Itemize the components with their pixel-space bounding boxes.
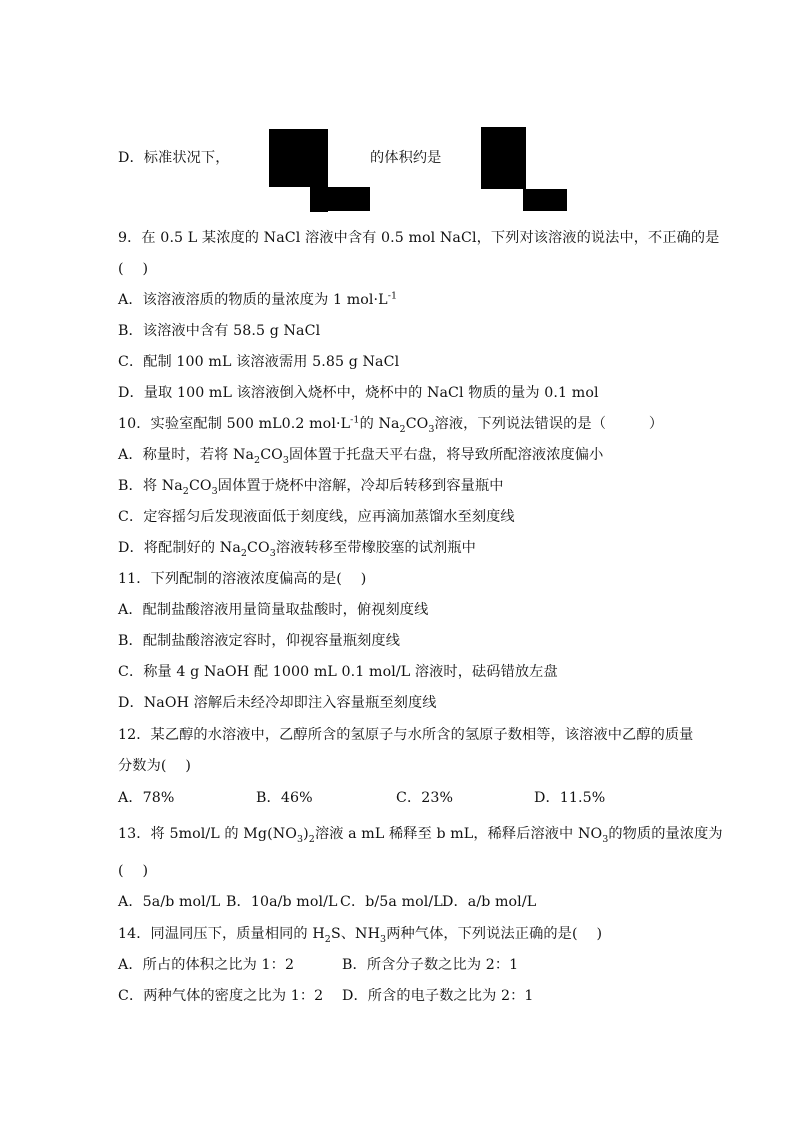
- q13-stem-b: ): [303, 826, 309, 842]
- q10-option-a: [118, 445, 603, 465]
- q10-b-a: B．将 Na: [118, 478, 183, 494]
- q13-stem-a: 13．将 5mol/L 的 Mg(NO: [118, 826, 297, 842]
- q10-stem-a: 10．实验室配制 500 mL0.2 mol·L: [118, 416, 351, 432]
- q10-stem-d: 溶液，下列说法错误的是（ ）: [434, 416, 664, 432]
- q10-option-d: [118, 538, 476, 558]
- q10-stem: [118, 414, 663, 434]
- q14-option-c: C．两种气体的密度之比为 1：2: [118, 988, 324, 1004]
- redacted-image-1c: [328, 187, 370, 211]
- q10-d-c: 溶液转移至带橡胶塞的试剂瓶中: [275, 540, 476, 556]
- q10-a-b: CO: [260, 447, 283, 463]
- q14-stem-sub: 2: [324, 933, 331, 945]
- q10-d-a: D．将配制好的 Na: [118, 540, 241, 556]
- q10-b-b: CO: [188, 478, 212, 494]
- q10-d-sub3: 3: [269, 547, 276, 559]
- q8-option-d: [118, 148, 230, 168]
- q13-stem-c: 溶液 a mL 稀释至 b mL，稀释后溶液中 NO: [314, 826, 603, 842]
- q11-option-b: B．配制盐酸溶液定容时，仰视容量瓶刻度线: [118, 633, 400, 649]
- redacted-image-2b: [523, 189, 567, 211]
- q9-a-sup: -1: [387, 290, 398, 302]
- q10-a-sub3: 3: [282, 454, 290, 466]
- q13-stem: [118, 824, 723, 844]
- q13-stem-sub3: 3: [602, 833, 609, 845]
- q12-option-b: B．46%: [256, 790, 313, 806]
- q8-d-prefix: D．标准状况下，: [118, 150, 230, 166]
- q11-option-c: C．称量 4 g NaOH 配 1000 mL 0.1 mol/L 溶液时，砝码错放左盘: [118, 664, 558, 680]
- q8-d-middle: 的体积约是: [370, 150, 442, 166]
- q13-option-d: D．a/b mol/L: [442, 894, 537, 910]
- q14-stem-sub2: 3: [380, 933, 387, 945]
- redacted-image-1: [269, 129, 328, 187]
- q10-b-sub3: 3: [211, 485, 218, 497]
- q10-a-sub2: 2: [254, 454, 261, 466]
- q10-stem-sub2: 3: [428, 423, 435, 435]
- q14-stem-c: 两种气体，下列说法正确的是( ): [386, 926, 603, 942]
- q12-stem: 12．某乙醇的水溶液中，乙醇所含的氢原子与水所含的氢原子数相等，该溶液中乙醇的质量: [118, 727, 694, 743]
- q9-option-b: B．该溶液中含有 58.5 g NaCl: [118, 323, 321, 339]
- redacted-image-2: [481, 127, 526, 189]
- q10-b-c: 固体置于烧杯中溶解，冷却后转移到容量瓶中: [217, 478, 504, 494]
- q9-a-text: A．该溶液溶质的物质的量浓度为 1 mol·L: [118, 292, 388, 308]
- q12-option-c: C．23%: [396, 790, 454, 806]
- q13-option-a: A．5a/b mol/L: [118, 894, 221, 910]
- q11-option-d: D．NaOH 溶解后未经冷却即注入容量瓶至刻度线: [118, 695, 437, 711]
- q10-stem-sub1: 2: [399, 423, 406, 435]
- q13-option-b: B．10a/b mol/L: [226, 894, 338, 910]
- q14-stem: [118, 924, 602, 944]
- q11-stem: 11．下列配制的溶液浓度偏高的是( ): [118, 571, 367, 587]
- q12-stem-2: 分数为( ): [118, 758, 192, 774]
- q13-option-c: C．b/5a mol/L: [340, 894, 443, 910]
- q9-paren: ( ): [118, 261, 149, 277]
- q14-stem-a: 14．同温同压下，质量相同的 H: [118, 926, 325, 942]
- q9-stem: 9．在 0.5 L 某浓度的 NaCl 溶液中含有 0.5 mol NaCl，下列对该溶液的说法中，不正确的是: [118, 230, 720, 246]
- q11-option-a: A．配制盐酸溶液用量筒量取盐酸时，俯视刻度线: [118, 602, 429, 618]
- q14-option-b: B．所含分子数之比为 2：1: [342, 957, 519, 973]
- q10-stem-b: 的 Na: [359, 416, 400, 432]
- q9-option-c: C．配制 100 mL 该溶液需用 5.85 g NaCl: [118, 354, 400, 370]
- q10-d-b: CO: [247, 540, 270, 556]
- q10-stem-sup: -1: [350, 414, 360, 426]
- q9-option-d: D．量取 100 mL 该溶液倒入烧杯中，烧杯中的 NaCl 物质的量为 0.1 mol: [118, 385, 599, 401]
- q14-option-a: A．所占的体积之比为 1：2: [118, 957, 295, 973]
- q10-option-b: [118, 476, 504, 496]
- q13-paren: ( ): [118, 863, 149, 879]
- redacted-image-1b: [310, 187, 328, 212]
- q10-a-a: A．称量时，若将 Na: [118, 447, 255, 463]
- q10-stem-c: CO: [405, 416, 429, 432]
- q14-stem-b: S、NH: [330, 926, 381, 942]
- q10-a-c: 固体置于托盘天平右盘，将导致所配溶液浓度偏小: [289, 447, 604, 463]
- q13-stem-d: 的物质的量浓度为: [608, 826, 723, 842]
- q10-b-sub2: 2: [182, 485, 189, 497]
- q9-option-a: [118, 290, 397, 310]
- q14-option-d: D．所含的电子数之比为 2：1: [342, 988, 534, 1004]
- q13-stem-sub: 3: [297, 833, 304, 845]
- q13-stem-sub2: 2: [308, 833, 315, 845]
- q12-option-a: A．78%: [118, 790, 175, 806]
- q12-option-d: D．11.5%: [534, 790, 606, 806]
- q10-option-c: C．定容摇匀后发现液面低于刻度线，应再滴加蒸馏水至刻度线: [118, 509, 515, 525]
- q10-d-sub2: 2: [240, 547, 248, 559]
